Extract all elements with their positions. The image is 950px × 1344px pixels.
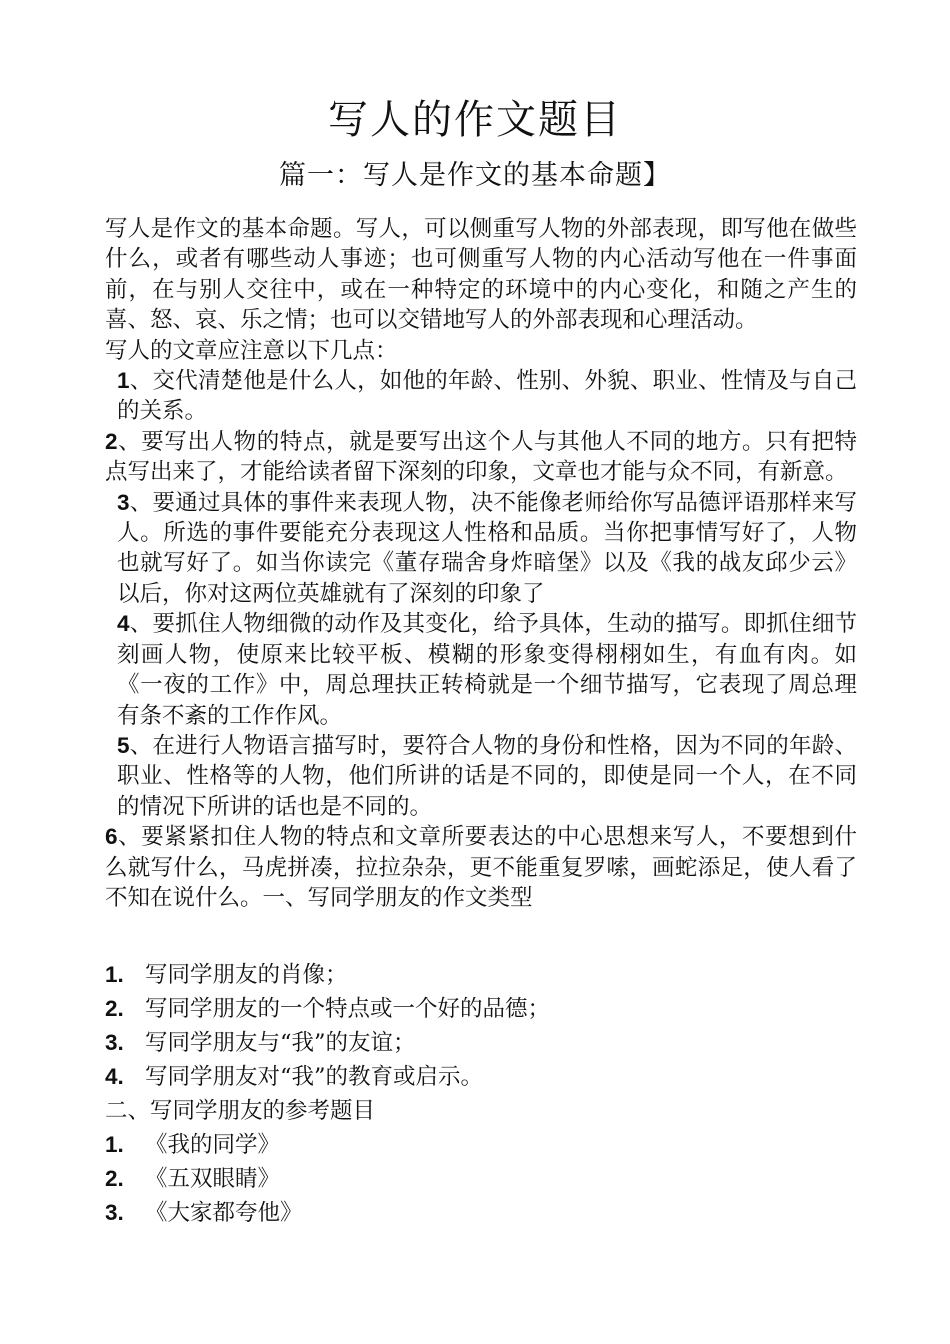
intro-paragraph: 写人是作文的基本命题。写人，可以侧重写人物的外部表现，即写他在做些什么，或者有哪些动人事迹；也可侧重写人物的内心活动写他在一件事面前，在与别人交往中，或在一种特定的环境中的内心变化，和随之产生的喜、怒、哀、乐之情；也可以交错地写人的外部表现和心理活动。 xyxy=(105,216,857,334)
item-text: 《大家都夸他》 xyxy=(145,1200,303,1226)
item-text: 《五双眼睛》 xyxy=(145,1166,281,1192)
list-item xyxy=(105,1128,857,1162)
item-text: 写同学朋友与“我”的友谊； xyxy=(145,1030,416,1056)
point-text: 、要抓住人物细微的动作及其变化，给予具体，生动的描写。即抓住细节刻画人物，使原来比较平板、模糊的形象变得栩栩如生，有血有肉。如《一夜的工作》中，周总理扶正转椅就是一个细节描写，它表现了周总理有条不紊的工作作风。 xyxy=(117,611,857,729)
point-1 xyxy=(105,366,857,427)
point-text: 、在进行人物语言描写时，要符合人物的身份和性格，因为不同的年龄、职业、性格等的人物，他们所讲的话是不同的，即使是同一个人，在不同的情况下所讲的话也是不同的。 xyxy=(117,732,857,820)
item-number: 1. xyxy=(105,962,124,987)
point-number: 6 xyxy=(105,824,118,850)
point-3 xyxy=(105,488,857,610)
item-text: 写同学朋友对“我”的教育或启示。 xyxy=(145,1064,484,1090)
list-item xyxy=(105,1196,857,1230)
item-text: 写同学朋友的一个特点或一个好的品德； xyxy=(145,996,551,1022)
list-item xyxy=(105,958,857,992)
point-5 xyxy=(105,731,857,822)
point-number: 4 xyxy=(117,611,130,637)
page-subtitle: 篇一：写人是作文的基本命题】 xyxy=(279,160,671,191)
list-item xyxy=(105,1162,857,1196)
page-title: 写人的作文题目 xyxy=(328,97,622,143)
point-4 xyxy=(105,609,857,731)
point-number: 2 xyxy=(105,428,118,454)
lead-paragraph: 写人的文章应注意以下几点： xyxy=(105,337,398,364)
item-number: 3. xyxy=(105,1200,124,1225)
item-number: 2. xyxy=(105,996,124,1021)
list-item xyxy=(105,992,857,1026)
point-number: 3 xyxy=(117,489,130,515)
point-text: 、交代清楚他是什么人，如他的年龄、性别、外貌、职业、性情及与自己的关系。 xyxy=(117,368,857,425)
section-heading: 二、写同学朋友的参考题目 xyxy=(105,1098,376,1124)
document-body xyxy=(105,214,857,913)
item-number: 3. xyxy=(105,1030,124,1055)
point-text: 、要通过具体的事件来表现人物，决不能像老师给你写品德评语那样来写人。所选的事件要能充分表现这人性格和品质。当你把事情写好了，人物也就写好了。如当你读完《董存瑞舍身炸暗堡》以及《我的战友邱少云》以后，你对这两位英雄就有了深刻的印象了 xyxy=(117,489,857,607)
item-number: 4. xyxy=(105,1064,124,1089)
list-item xyxy=(105,1060,857,1094)
list-item xyxy=(105,1026,857,1060)
point-number: 1 xyxy=(117,368,130,394)
point-number: 5 xyxy=(117,732,130,758)
item-number: 2. xyxy=(105,1166,124,1191)
point-2 xyxy=(105,427,857,488)
item-number: 1. xyxy=(105,1132,124,1157)
point-text: 、要写出人物的特点，就是要写出这个人与其他人不同的地方。只有把特点写出来了，才能给读者留下深刻的印象，文章也才能与众不同，有新意。 xyxy=(105,428,857,486)
point-6 xyxy=(105,822,857,913)
item-text: 《我的同学》 xyxy=(145,1132,281,1158)
point-text: 、要紧紧扣住人物的特点和文章所要表达的中心思想来写人，不要想到什么就写什么，马虎拼凑，拉拉杂杂，更不能重复罗嗦，画蛇添足，使人看了不知在说什么。一、写同学朋友的作文类型 xyxy=(105,824,857,911)
types-list xyxy=(105,958,857,1230)
section-heading-row xyxy=(105,1094,857,1128)
item-text: 写同学朋友的肖像； xyxy=(145,962,348,988)
